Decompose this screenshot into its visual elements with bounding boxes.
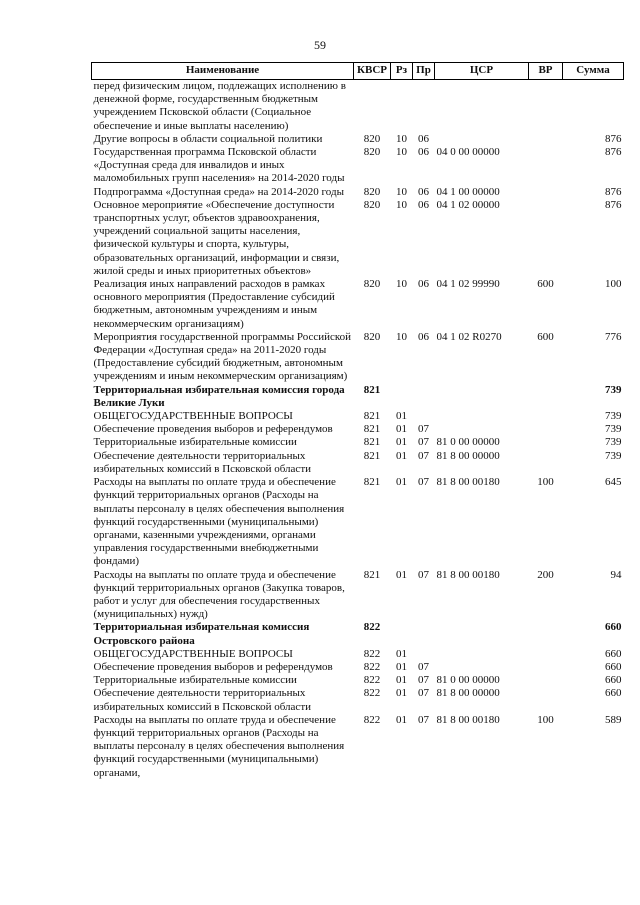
row-kvsr: 822 <box>363 660 381 673</box>
row-name: перед физическим лицом, подлежащих исполнению в денежной форме, государственным бюджетным учреждением Псковской области (Социальное обеспечение и иные выплаты населению) <box>93 80 346 132</box>
row-vr <box>529 186 563 199</box>
budget-table <box>91 62 624 780</box>
row-csr: 81 8 00 00180 <box>436 476 500 489</box>
row-vr: 200 <box>537 568 554 581</box>
table-row <box>92 199 624 278</box>
row-sum: 739 <box>605 436 622 449</box>
row-kvsr: 821 <box>363 568 381 581</box>
row-vr <box>529 450 563 476</box>
row-sum: 660 <box>605 687 622 700</box>
row-csr: 04 1 00 00000 <box>436 185 500 198</box>
header-rz: Рз <box>391 63 413 80</box>
table-row <box>92 436 624 449</box>
row-vr <box>529 436 563 449</box>
row-rz: 10 <box>396 132 407 145</box>
row-rz: 01 <box>396 423 407 436</box>
row-rz: 01 <box>396 647 407 660</box>
row-sum: 589 <box>605 713 622 726</box>
table-row <box>92 80 624 133</box>
row-rz: 10 <box>396 278 407 291</box>
header-vr: ВР <box>529 63 563 80</box>
row-vr <box>529 80 563 133</box>
row-sum: 876 <box>605 132 622 145</box>
row-pr: 06 <box>418 198 429 211</box>
row-kvsr: 822 <box>363 621 381 634</box>
row-name: Государственная программа Псковской области «Доступная среда для инвалидов и иных маломобильных групп населения» на 2014-2020 годы <box>93 146 345 185</box>
row-pr: 07 <box>418 436 429 449</box>
row-name: Обеспечение деятельности территориальных избирательных комиссий в Псковской области <box>93 449 312 475</box>
row-sum: 94 <box>610 568 622 581</box>
row-rz <box>391 80 413 133</box>
row-vr <box>529 133 563 146</box>
row-kvsr: 822 <box>363 687 381 700</box>
row-kvsr: 821 <box>363 410 381 423</box>
row-rz: 01 <box>396 449 407 462</box>
row-sum: 739 <box>605 449 622 462</box>
row-rz: 01 <box>396 660 407 673</box>
table-header-row <box>92 63 624 80</box>
row-sum: 876 <box>605 185 622 198</box>
row-pr: 06 <box>418 132 429 145</box>
row-csr <box>435 423 529 436</box>
row-kvsr: 820 <box>363 132 381 145</box>
row-vr: 100 <box>537 713 554 726</box>
table-row <box>92 648 624 661</box>
row-pr <box>413 384 435 410</box>
row-csr <box>435 661 529 674</box>
row-rz <box>391 384 413 410</box>
row-kvsr: 822 <box>363 674 381 687</box>
row-sum: 660 <box>605 674 622 687</box>
row-kvsr: 821 <box>363 423 381 436</box>
row-rz: 01 <box>396 713 407 726</box>
row-name: Подпрограмма «Доступная среда» на 2014-2020 годы <box>93 185 344 198</box>
table-row <box>92 569 624 622</box>
row-rz: 10 <box>396 185 407 198</box>
row-rz: 10 <box>396 330 407 343</box>
row-sum <box>563 80 624 133</box>
row-vr <box>529 661 563 674</box>
row-name: Территориальная избирательная комиссия города Великие Луки <box>93 383 345 409</box>
row-pr: 07 <box>418 476 429 489</box>
row-csr: 04 1 02 00000 <box>436 198 500 211</box>
row-vr <box>529 648 563 661</box>
row-vr <box>529 146 563 186</box>
header-csr: ЦСР <box>435 63 529 80</box>
header-kvsr: КВСР <box>354 63 391 80</box>
row-name: Территориальные избирательные комиссии <box>93 674 297 687</box>
row-name: Расходы на выплаты по оплате труда и обеспечение функций территориальных органов (Расходы на выплаты персоналу в целях обеспечения выполнения функций государственными (муниципальными) органами, казенными учреждениями, органами управления государственными внебюджетными фондами) <box>93 476 345 568</box>
row-vr <box>529 674 563 687</box>
row-csr <box>435 410 529 423</box>
row-vr <box>529 423 563 436</box>
page-number: 59 <box>314 38 326 52</box>
table-row <box>92 714 624 780</box>
row-pr: 07 <box>418 713 429 726</box>
table-row <box>92 687 624 713</box>
row-kvsr: 822 <box>363 713 381 726</box>
row-rz: 10 <box>396 146 407 159</box>
row-vr: 600 <box>537 278 554 291</box>
row-vr <box>529 384 563 410</box>
row-csr <box>435 621 529 647</box>
table-row <box>92 278 624 331</box>
row-csr: 81 8 00 00000 <box>436 449 500 462</box>
row-kvsr: 821 <box>363 476 381 489</box>
row-sum: 660 <box>605 660 622 673</box>
row-vr <box>529 687 563 713</box>
row-name: Мероприятия государственной программы Российской Федерации «Доступная среда» на 2011-2020 годы (Предоставление субсидий бюджетным, автономным учреждениям и иным некоммерческим организациям) <box>93 330 352 383</box>
row-rz: 01 <box>396 687 407 700</box>
header-name: Наименование <box>92 63 354 80</box>
row-sum: 876 <box>605 146 622 159</box>
row-rz: 01 <box>396 674 407 687</box>
row-csr <box>435 80 529 133</box>
table-row <box>92 423 624 436</box>
row-rz <box>391 621 413 647</box>
table-row <box>92 476 624 568</box>
row-kvsr: 820 <box>363 185 381 198</box>
row-csr: 81 8 00 00180 <box>436 568 500 581</box>
row-name: Обеспечение проведения выборов и референдумов <box>93 423 333 436</box>
row-csr: 04 1 02 99990 <box>436 278 500 291</box>
row-sum: 100 <box>605 278 622 291</box>
row-csr: 04 1 02 R0270 <box>436 330 502 343</box>
table-row <box>92 186 624 199</box>
row-sum: 876 <box>605 198 622 211</box>
row-csr: 81 0 00 00000 <box>436 436 500 449</box>
row-pr <box>413 80 435 133</box>
row-rz: 01 <box>396 410 407 423</box>
row-sum: 739 <box>605 410 622 423</box>
row-rz: 01 <box>396 476 407 489</box>
row-sum: 645 <box>605 476 622 489</box>
row-csr <box>435 133 529 146</box>
row-kvsr: 820 <box>363 278 381 291</box>
row-name: Территориальные избирательные комиссии <box>93 436 297 449</box>
row-kvsr: 821 <box>363 449 381 462</box>
row-name: Реализация иных направлений расходов в рамках основного мероприятия (Предоставление субсидий бюджетным, автономным учреждениям и иным некоммерческим организациям) <box>93 278 335 330</box>
row-pr: 06 <box>418 278 429 291</box>
table-row <box>92 450 624 476</box>
table-row <box>92 621 624 647</box>
row-vr: 600 <box>537 330 554 343</box>
row-sum: 660 <box>605 621 622 634</box>
row-name: Территориальная избирательная комиссия Островского района <box>93 621 310 647</box>
row-csr: 81 8 00 00000 <box>436 687 500 700</box>
row-name: Расходы на выплаты по оплате труда и обеспечение функций территориальных органов (Расходы на выплаты персоналу в целях обеспечения выполнения функций государственными (муниципальными) органами, <box>93 713 345 779</box>
row-pr <box>413 648 435 661</box>
table-row <box>92 331 624 384</box>
row-pr: 07 <box>418 568 429 581</box>
table-row <box>92 146 624 186</box>
row-csr <box>435 648 529 661</box>
row-sum: 739 <box>605 423 622 436</box>
row-pr: 07 <box>418 687 429 700</box>
row-pr: 07 <box>418 449 429 462</box>
table-row <box>92 410 624 423</box>
row-kvsr: 820 <box>363 330 381 343</box>
row-pr: 06 <box>418 146 429 159</box>
header-sum: Сумма <box>563 63 624 80</box>
row-rz: 10 <box>396 198 407 211</box>
row-pr: 07 <box>418 674 429 687</box>
row-csr: 81 8 00 00180 <box>436 713 500 726</box>
row-name: Другие вопросы в области социальной политики <box>93 132 323 145</box>
table-row <box>92 661 624 674</box>
row-name: Основное мероприятие «Обеспечение доступности транспортных услуг, объектов здравоохранения, учреждений социальной защиты населения, физической культуры и спорта, культуры, образовательных организаций, информации и связи, жилой среды и иных приоритетных объектов» <box>93 198 340 277</box>
row-csr: 81 0 00 00000 <box>436 674 500 687</box>
row-kvsr <box>354 80 391 133</box>
row-vr <box>529 621 563 647</box>
row-name: ОБЩЕГОСУДАРСТВЕННЫЕ ВОПРОСЫ <box>93 410 293 423</box>
row-pr <box>413 410 435 423</box>
table-row <box>92 133 624 146</box>
table-row <box>92 674 624 687</box>
row-pr: 06 <box>418 185 429 198</box>
row-pr: 07 <box>418 423 429 436</box>
row-csr <box>435 384 529 410</box>
row-csr: 04 0 00 00000 <box>436 146 500 159</box>
row-kvsr: 822 <box>363 647 381 660</box>
row-sum: 739 <box>605 383 622 396</box>
row-pr: 06 <box>418 330 429 343</box>
row-kvsr: 821 <box>363 383 381 396</box>
row-sum: 660 <box>605 647 622 660</box>
row-rz: 01 <box>396 568 407 581</box>
row-sum: 776 <box>605 330 622 343</box>
table-row <box>92 384 624 410</box>
header-pr: Пр <box>413 63 435 80</box>
row-name: Расходы на выплаты по оплате труда и обеспечение функций территориальных органов (Закупка товаров, работ и услуг для обеспечения государственных (муниципальных) нужд) <box>93 568 345 621</box>
row-vr <box>529 199 563 278</box>
row-rz: 01 <box>396 436 407 449</box>
row-name: Обеспечение деятельности территориальных избирательных комиссий в Псковской области <box>93 687 312 713</box>
row-pr <box>413 621 435 647</box>
row-name: ОБЩЕГОСУДАРСТВЕННЫЕ ВОПРОСЫ <box>93 647 293 660</box>
row-pr: 07 <box>418 660 429 673</box>
row-name: Обеспечение проведения выборов и референдумов <box>93 660 333 673</box>
row-kvsr: 820 <box>363 146 381 159</box>
row-vr <box>529 410 563 423</box>
row-kvsr: 820 <box>363 198 381 211</box>
row-vr: 100 <box>537 476 554 489</box>
row-kvsr: 821 <box>363 436 381 449</box>
